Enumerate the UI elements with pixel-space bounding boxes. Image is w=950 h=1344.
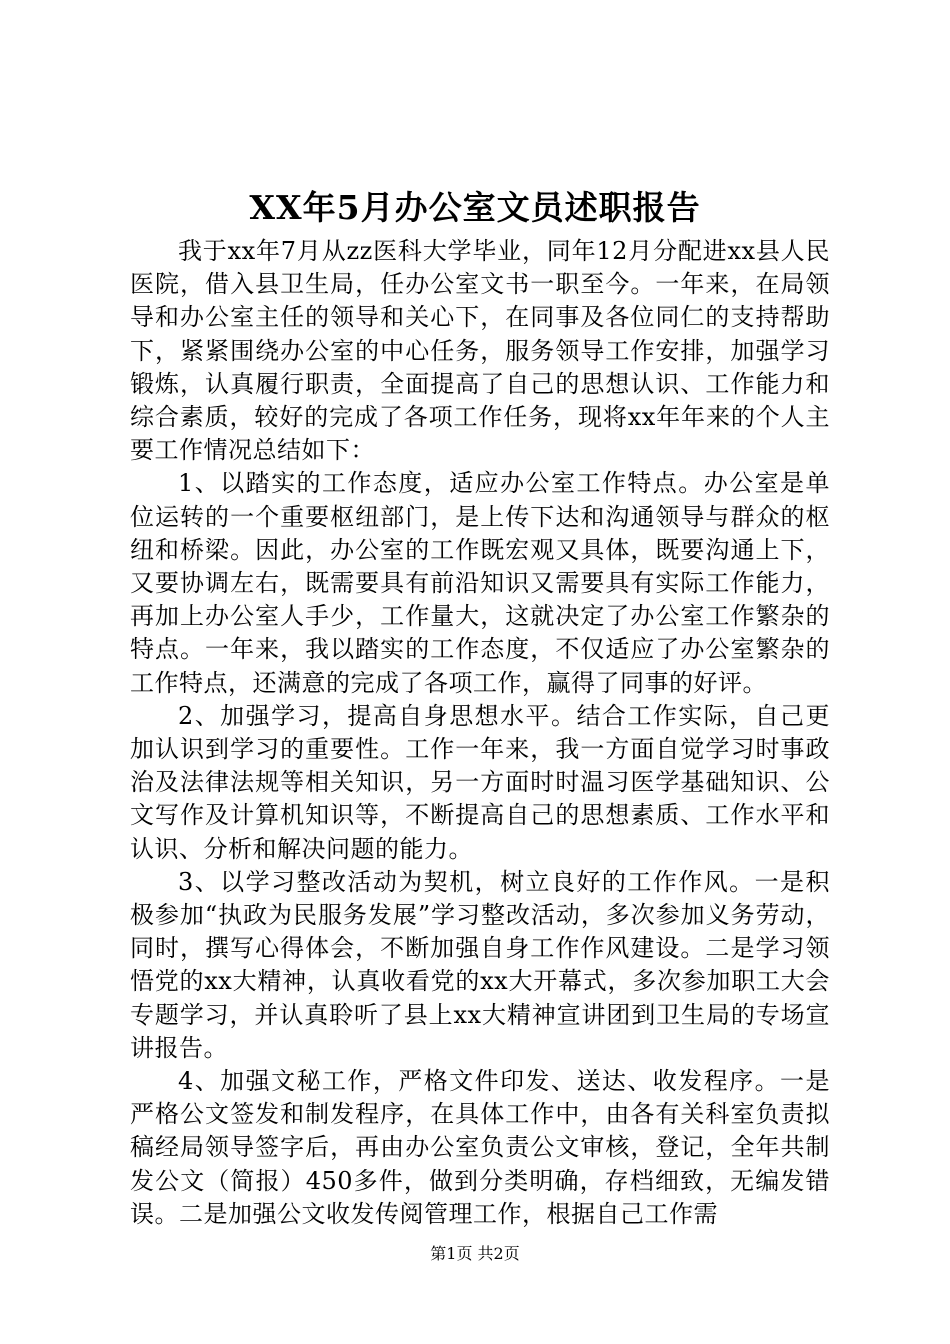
paragraph-intro: 我于xx年7月从zz医科大学毕业，同年12月分配进xx县人民医院，借入县卫生局，任办公室文书一职至今。一年来，在局领导和办公室主任的领导和关心下，在同事及各位同仁的支持帮助下，紧紧围绕办公室的中心任务，服务领导工作安排，加强学习锻炼，认真履行职责，全面提高了自己的思想认识、工作能力和综合素质，较好的完成了各项工作任务，现将xx年年来的个人主要工作情况总结如下：	[130, 237, 830, 465]
paragraph-item-4: 4、加强文秘工作，严格文件印发、送达、收发程序。一是严格公文签发和制发程序，在具体工作中，由各有关科室负责拟稿经局领导签字后，再由办公室负责公文审核，登记，全年共制发公文（简报）450多件，做到分类明确，存档细致，无编发错误。二是加强公文收发传阅管理工作，根据自己工作需	[130, 1067, 830, 1228]
paragraph-item-1: 1、以踏实的工作态度，适应办公室工作特点。办公室是单位运转的一个重要枢纽部门，是上传下达和沟通领导与群众的枢纽和桥梁。因此，办公室的工作既宏观又具体，既要沟通上下，又要协调左右，既需要具有前沿知识又需要具有实际工作能力，再加上办公室人手少，工作量大，这就决定了办公室工作繁杂的特点。一年来，我以踏实的工作态度，不仅适应了办公室繁杂的工作特点，还满意的完成了各项工作，赢得了同事的好评。	[130, 469, 830, 697]
document-body	[130, 235, 830, 1231]
document-title: XX年5月办公室文员述职报告	[249, 188, 701, 227]
paragraph-item-3: 3、以学习整改活动为契机，树立良好的工作作风。一是积极参加“执政为民服务发展”学习整改活动，多次参加义务劳动，同时，撰写心得体会，不断加强自身工作作风建设。二是学习领悟党的xx大精神，认真收看党的xx大开幕式，多次参加职工大会专题学习，并认真聆听了县上xx大精神宣讲团到卫生局的专场宣讲报告。	[130, 867, 830, 1062]
page-number-footer: 第1页 共2页	[430, 1244, 520, 1263]
paragraph-item-2: 2、加强学习，提高自身思想水平。结合工作实际，自己更加认识到学习的重要性。工作一年来，我一方面自觉学习时事政治及法律法规等相关知识，另一方面时时温习医学基础知识、公文写作及计算机知识等，不断提高自己的思想素质、工作水平和认识、分析和解决问题的能力。	[130, 701, 830, 863]
